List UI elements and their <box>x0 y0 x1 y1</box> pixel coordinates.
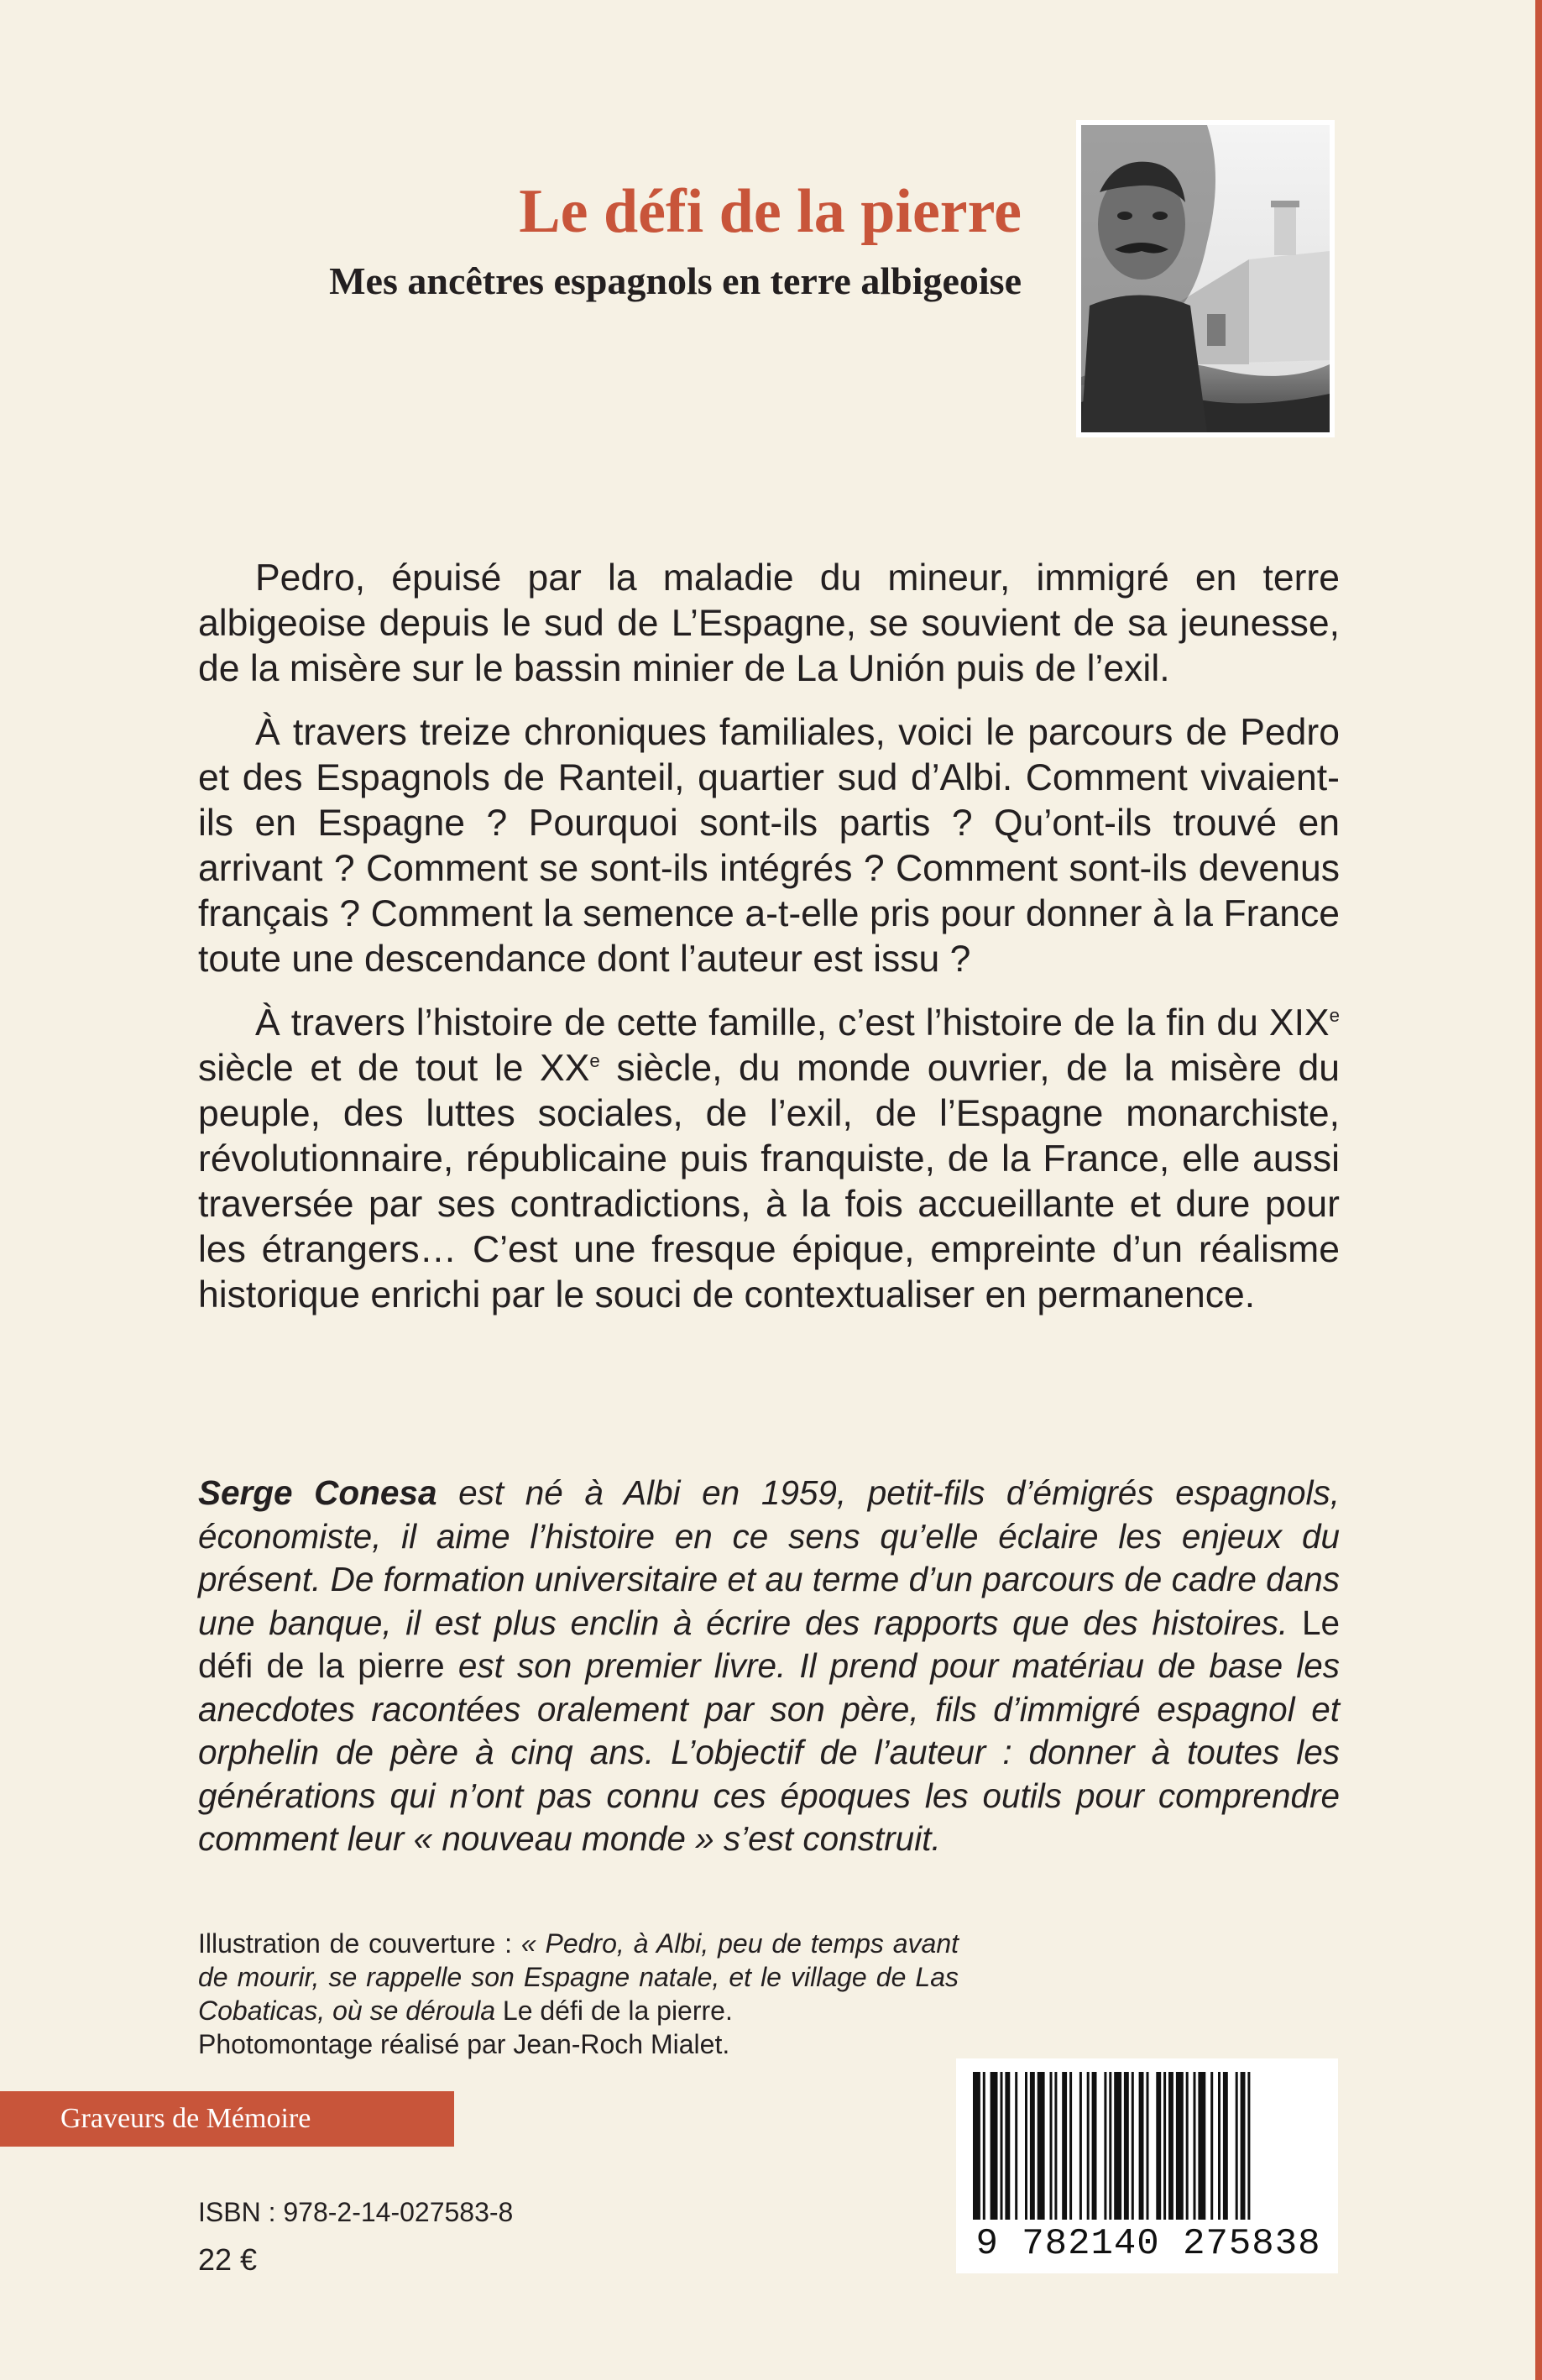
barcode-bar <box>1156 2072 1161 2220</box>
barcode-bar <box>1124 2072 1129 2220</box>
barcode-bar <box>991 2072 998 2220</box>
back-cover-blurb <box>198 556 1340 1336</box>
barcode-bar <box>1114 2072 1121 2220</box>
barcode-bar <box>1168 2072 1173 2220</box>
barcode-bar <box>1005 2072 1010 2220</box>
barcode-bar <box>1223 2072 1228 2220</box>
spine-edge <box>1535 0 1542 2380</box>
century-superscript-1: e <box>1329 1005 1340 1027</box>
illustration-quote: « Pedro, à Albi, peu de temps avant de mourir, se rappelle son Espagne natale, et le village de Las Cobaticas, où se déroula <box>198 1928 959 2026</box>
blurb-p3-part-c: siècle, du monde ouvrier, de la misère du peuple, des luttes sociales, de l’exil, de l’Espagne monarchiste, révolutionnaire, républicaine puis franquiste, de la France, elle aussi traversée par ses contradictions, à la fois accueillante et dure pour les étrangers… C’est une fresque épique, empreinte d’un réalisme historique enrichi par le souci de contextualiser en permanence. <box>198 1048 1340 1316</box>
illustration-book-title: Le défi de la pierre. <box>502 1996 733 2026</box>
author-bio <box>198 1472 1340 1861</box>
publisher-band: Graveurs de Mémoire <box>0 2091 454 2147</box>
cover-photo <box>1076 120 1335 437</box>
barcode-bar <box>1132 2072 1134 2220</box>
barcode-bar <box>1092 2072 1097 2220</box>
barcode-bar <box>1241 2072 1246 2220</box>
barcode-bar <box>1163 2072 1166 2220</box>
barcode-bar <box>1079 2072 1082 2220</box>
blurb-paragraph-3 <box>198 1001 1340 1318</box>
barcode-bar <box>1030 2072 1035 2220</box>
barcode-bar <box>1147 2072 1149 2220</box>
blurb-paragraph-2: À travers treize chroniques familiales, voici le parcours de Pedro et des Espagnols de Ranteil, quartier sud d’Albi. Comment vivaient-ils en Espagne ? Pourquoi sont-ils partis ? Qu’ont-ils trouvé en arrivant ? Comment se sont-ils intégrés ? Comment sont-ils devenus français ? Comment la semence a-t-elle pris pour donner à la France toute une descendance dont l’auteur est issu ? <box>198 712 1340 980</box>
author-bio-text-1: est né à Albi en 1959, petit-fils d’émigrés espagnols, économiste, il aime l’histoire en ce sens qu’elle éclaire les enjeux du présent. De formation universitaire et au terme d’un parcours de cadre dans une banque, il est plus enclin à écrire des rapports que des histoires. <box>198 1473 1340 1642</box>
isbn: ISBN : 978-2-14-027583-8 <box>198 2197 514 2227</box>
photomontage-credit: Photomontage réalisé par Jean-Roch Mialet. <box>198 2029 730 2059</box>
barcode-bar <box>1062 2072 1067 2220</box>
barcode-bar <box>1218 2072 1221 2220</box>
barcode-bar <box>1069 2072 1072 2220</box>
illustration-credit <box>198 1927 959 2061</box>
price: 22 € <box>198 2242 258 2277</box>
photomontage-image <box>1081 125 1330 432</box>
author-bio-book-title: Le défi de la pierre <box>198 1603 1340 1685</box>
blurb-p3-part-b: siècle et de tout le XX <box>198 1048 590 1089</box>
barcode-bar <box>1109 2072 1111 2220</box>
barcode <box>956 2058 1338 2273</box>
barcode-bar <box>1050 2072 1053 2220</box>
barcode-bar <box>973 2072 980 2220</box>
barcode-bar <box>1054 2072 1057 2220</box>
barcode-bar <box>1186 2072 1189 2220</box>
barcode-bar <box>1176 2072 1184 2220</box>
barcode-bar <box>1001 2072 1003 2220</box>
blurb-p3-part-a: À travers l’histoire de cette famille, c’est l’histoire de la fin du XIX <box>255 1002 1330 1044</box>
barcode-bar <box>1104 2072 1106 2220</box>
blurb-paragraph-1: Pedro, épuisé par la maladie du mineur, immigré en terre albigeoise depuis le sud de L’Espagne, se souvient de sa jeunesse, de la misère sur le bassin minier de La Unión puis de l’exil. <box>198 557 1340 689</box>
barcode-bar <box>1139 2072 1144 2220</box>
illustration-label: Illustration de couverture : <box>198 1928 521 1959</box>
barcode-bar <box>1210 2072 1213 2220</box>
barcode-bar <box>1236 2072 1238 2220</box>
barcode-bar <box>1194 2072 1196 2220</box>
author-bio-text-2: est son premier livre. Il prend pour matériau de base les anecdotes racontées oralement par son père, fils d’immigré espagnol et orphelin de père à cinq ans. L’objectif de l’auteur : donner à toutes les générations qui n’ont pas connu ces époques les outils pour comprendre comment leur « nouveau monde » s’est construit. <box>198 1646 1341 1858</box>
barcode-bar <box>1247 2072 1250 2220</box>
author-name: Serge Conesa <box>198 1473 437 1512</box>
barcode-bar <box>1198 2072 1205 2220</box>
barcode-bar <box>1087 2072 1090 2220</box>
barcode-bars <box>970 2072 1325 2220</box>
barcode-bar <box>983 2072 985 2220</box>
book-subtitle: Mes ancêtres espagnols en terre albigeoise <box>329 259 1022 302</box>
barcode-bar <box>1025 2072 1027 2220</box>
barcode-bar <box>1038 2072 1045 2220</box>
century-superscript-2: e <box>589 1050 600 1072</box>
book-title: Le défi de la pierre <box>519 177 1022 246</box>
barcode-digits: 9 782140 275838 <box>975 2223 1321 2265</box>
barcode-bar <box>1015 2072 1017 2220</box>
